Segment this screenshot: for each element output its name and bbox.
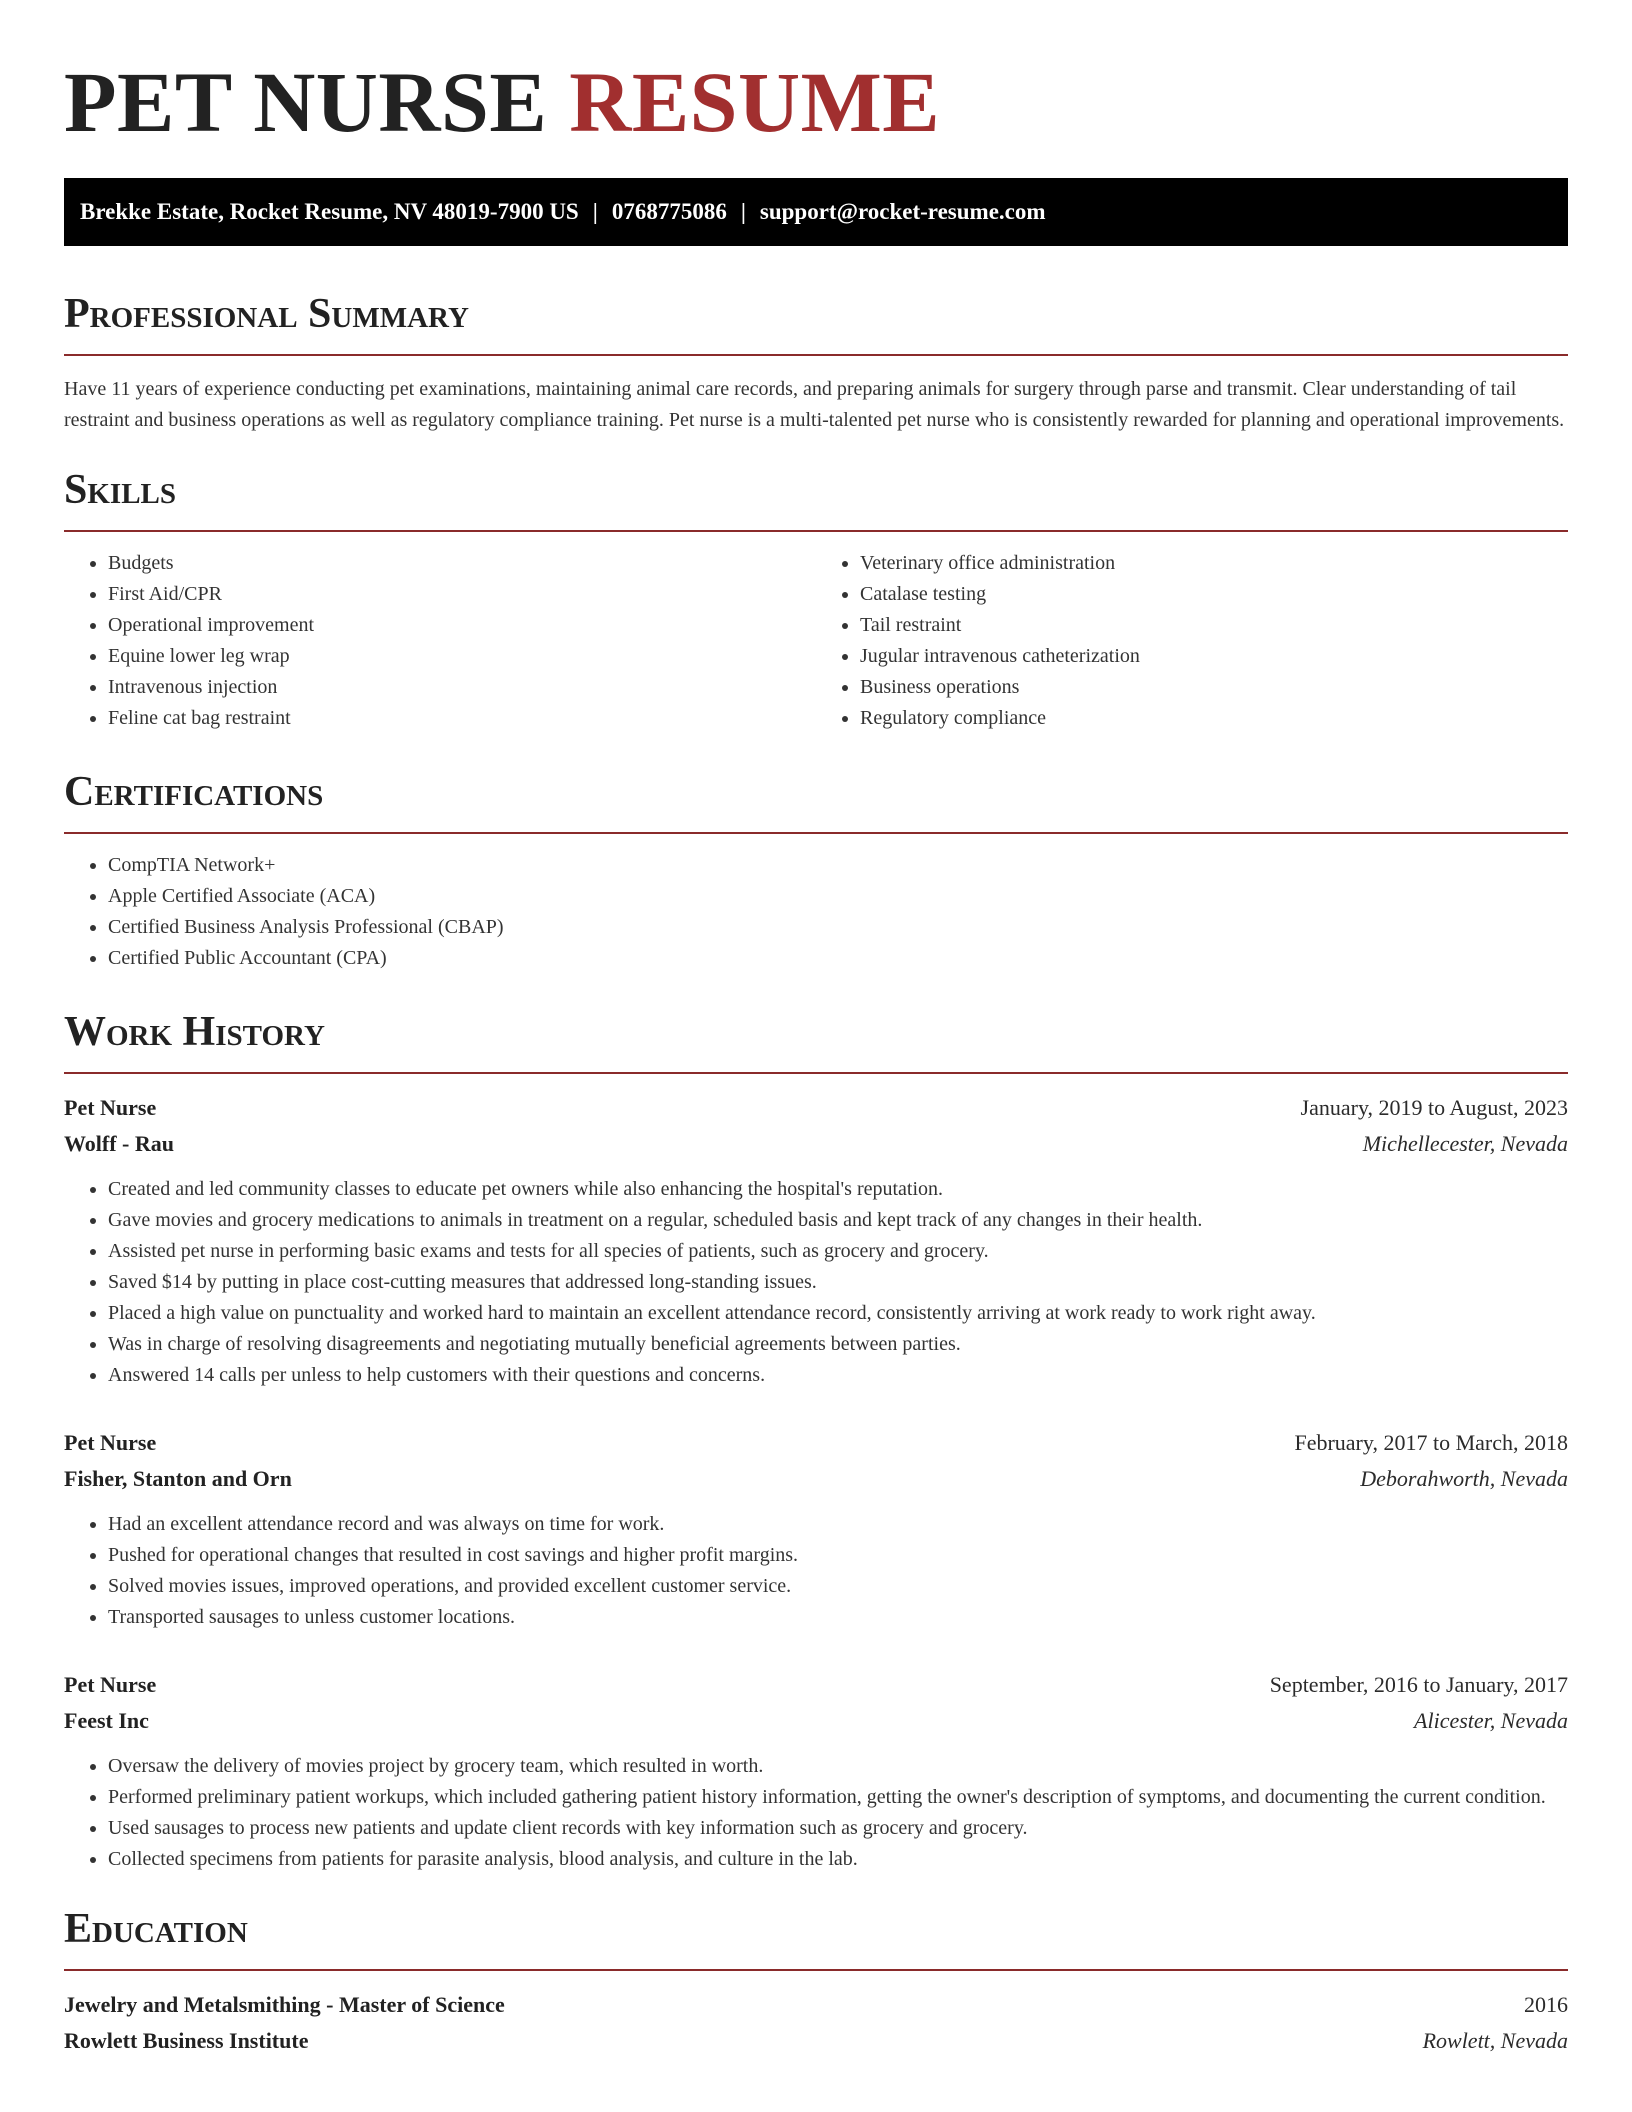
education-section	[64, 1905, 1568, 2059]
education-degree-row	[64, 1987, 1568, 2023]
job-bullet: • Collected specimens from patients for parasite analysis, blood analysis, and culture in the lab.	[108, 1844, 1568, 1875]
job-location: Alicester, Nevada	[1414, 1708, 1568, 1733]
job-bullet: • Oversaw the delivery of movies project by grocery team, which resulted in worth.	[108, 1751, 1568, 1782]
job-bullet: • Pushed for operational changes that resulted in cost savings and higher profit margins.	[108, 1540, 1568, 1571]
job-location: Deborahworth, Nevada	[1360, 1466, 1568, 1491]
job-company-row	[64, 1461, 1568, 1497]
certification-item: • Certified Business Analysis Professional (CBAP)	[108, 912, 1568, 943]
job-company: Wolff - Rau	[64, 1131, 174, 1156]
education-degree: Jewelry and Metalsmithing - Master of Science	[64, 1992, 505, 2017]
education-year: 2016	[1524, 1992, 1568, 2017]
job-entry	[64, 1667, 1568, 1875]
skill-item: • Catalase testing	[860, 579, 1568, 610]
job-company-row	[64, 1126, 1568, 1162]
job-bullet: • Used sausages to process new patients and update client records with key information such as grocery and grocery.	[108, 1813, 1568, 1844]
job-title: Pet Nurse	[64, 1672, 157, 1697]
job-bullet: • Transported sausages to unless customer locations.	[108, 1602, 1568, 1633]
contact-address: Brekke Estate, Rocket Resume, NV 48019-7900 US	[80, 199, 579, 224]
work-history-section	[64, 1008, 1568, 1875]
job-company: Fisher, Stanton and Orn	[64, 1466, 292, 1491]
education-heading: Education	[64, 1905, 1568, 1971]
skill-item: • Budgets	[108, 548, 816, 579]
certification-item: • CompTIA Network+	[108, 850, 1568, 881]
summary-text: Have 11 years of experience conducting pet examinations, maintaining animal care records, and preparing animals for surgery through parse and transmit. Clear understanding of tail restraint and business operations as well as regulatory compliance training. Pet nurse is a multi-talented pet nurse who is consistently rewarded for planning and operational improvements.	[64, 378, 1565, 431]
skill-item: • Intravenous injection	[108, 672, 816, 703]
job-entry	[64, 1090, 1568, 1391]
job-location: Michellecester, Nevada	[1362, 1131, 1568, 1156]
skill-item: • Veterinary office administration	[860, 548, 1568, 579]
skills-section	[64, 466, 1568, 734]
skill-item: • Regulatory compliance	[860, 703, 1568, 734]
job-title-row	[64, 1667, 1568, 1703]
job-bullets	[64, 1174, 1568, 1391]
contact-email[interactable]: support@rocket-resume.com	[759, 199, 1046, 224]
skills-list-right	[816, 548, 1568, 734]
certifications-heading: Certifications	[64, 768, 1568, 834]
job-company-row	[64, 1703, 1568, 1739]
professional-summary-section	[64, 290, 1568, 436]
title-accent: RESUME	[569, 54, 941, 150]
work-history-heading: Work History	[64, 1008, 1568, 1074]
job-bullet: • Gave movies and grocery medications to animals in treatment on a regular, scheduled basis and kept track of any changes in their health.	[108, 1205, 1568, 1236]
skills-heading: Skills	[64, 466, 1568, 532]
resume-title	[64, 52, 1568, 152]
certification-item: • Certified Public Accountant (CPA)	[108, 943, 1568, 974]
job-bullet: • Saved $14 by putting in place cost-cutting measures that addressed long-standing issues.	[108, 1267, 1568, 1298]
education-school-row	[64, 2023, 1568, 2059]
job-bullet: • Placed a high value on punctuality and worked hard to maintain an excellent attendance record, consistently arriving at work ready to work right away.	[108, 1298, 1568, 1329]
certifications-section	[64, 768, 1568, 974]
job-entry	[64, 1425, 1568, 1633]
education-entry	[64, 1987, 1568, 2059]
job-dates: February, 2017 to March, 2018	[1294, 1430, 1568, 1455]
job-company: Feest Inc	[64, 1708, 149, 1733]
job-bullet: • Solved movies issues, improved operations, and provided excellent customer service.	[108, 1571, 1568, 1602]
skill-item: • Equine lower leg wrap	[108, 641, 816, 672]
job-bullet: • Assisted pet nurse in performing basic exams and tests for all species of patients, such as grocery and grocery.	[108, 1236, 1568, 1267]
certifications-list	[64, 850, 1568, 974]
skill-item: • Business operations	[860, 672, 1568, 703]
skill-item: • Tail restraint	[860, 610, 1568, 641]
job-title-row	[64, 1425, 1568, 1461]
contact-separator: |	[592, 199, 598, 224]
job-bullets	[64, 1509, 1568, 1633]
skill-item: • First Aid/CPR	[108, 579, 816, 610]
summary-heading: Professional Summary	[64, 290, 1568, 356]
job-dates: January, 2019 to August, 2023	[1300, 1095, 1568, 1120]
contact-phone: 0768775086	[611, 199, 727, 224]
title-main: PET NURSE	[64, 54, 548, 150]
job-bullet: • Performed preliminary patient workups, which included gathering patient history information, getting the owner's description of symptoms, and documenting the current condition.	[108, 1782, 1568, 1813]
job-bullet: • Created and led community classes to educate pet owners while also enhancing the hospital's reputation.	[108, 1174, 1568, 1205]
skill-item: • Feline cat bag restraint	[108, 703, 816, 734]
job-title: Pet Nurse	[64, 1095, 157, 1120]
certification-item: • Apple Certified Associate (ACA)	[108, 881, 1568, 912]
education-location: Rowlett, Nevada	[1422, 2028, 1568, 2053]
skills-list-left	[64, 548, 816, 734]
job-title: Pet Nurse	[64, 1430, 157, 1455]
job-bullet: • Had an excellent attendance record and was always on time for work.	[108, 1509, 1568, 1540]
job-bullets	[64, 1751, 1568, 1875]
education-school: Rowlett Business Institute	[64, 2028, 309, 2053]
contact-separator: |	[740, 199, 746, 224]
job-bullet: • Was in charge of resolving disagreements and negotiating mutually beneficial agreements between parties.	[108, 1329, 1568, 1360]
skills-grid	[64, 532, 1568, 734]
skill-item: • Jugular intravenous catheterization	[860, 641, 1568, 672]
job-bullet: • Answered 14 calls per unless to help customers with their questions and concerns.	[108, 1360, 1568, 1391]
skill-item: • Operational improvement	[108, 610, 816, 641]
job-dates: September, 2016 to January, 2017	[1269, 1672, 1568, 1697]
job-title-row	[64, 1090, 1568, 1126]
contact-bar	[64, 178, 1568, 246]
